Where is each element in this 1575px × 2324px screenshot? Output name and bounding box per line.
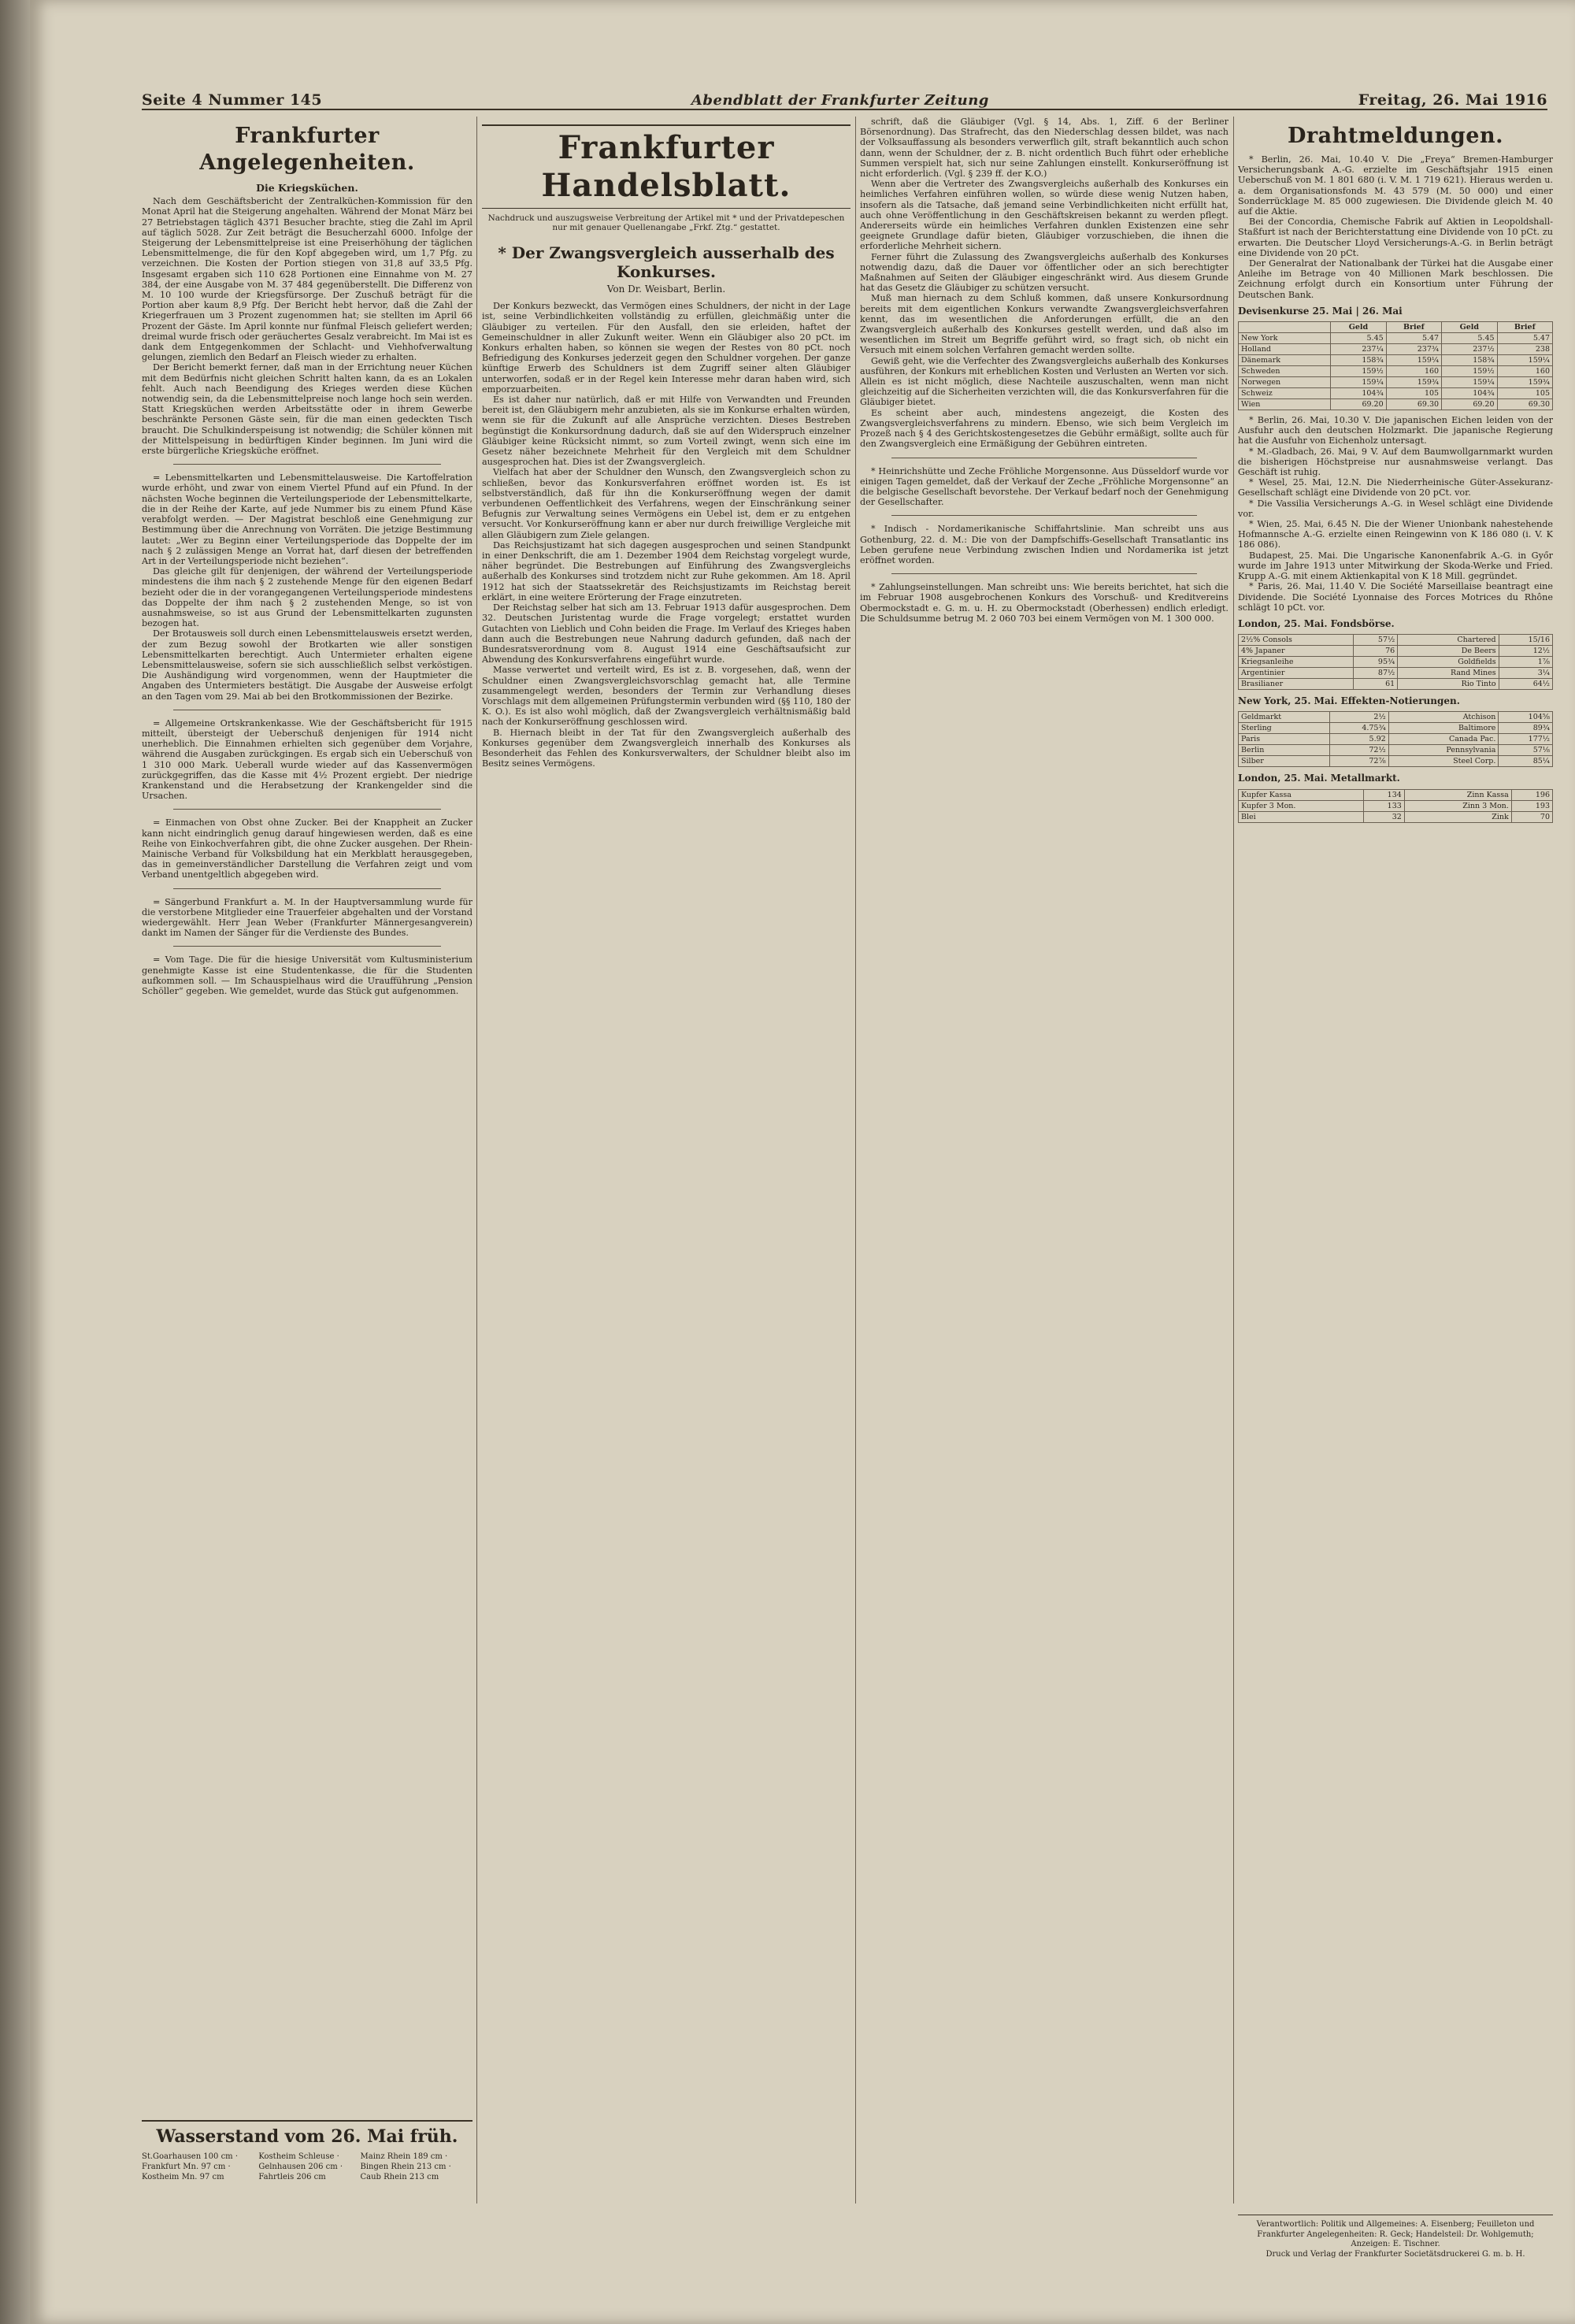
table-header-row: Geld Brief Geld Brief bbox=[1239, 322, 1553, 333]
paragraph: = Vom Tage. Die für die hiesige Universität vom Kultusministerium genehmigte Kasse ist eine Studentenkasse, die für die Studenten aufkommen soll. — Im Schauspielhaus wird die Uraufführung „Pension Schöller“ gegeben. Wie gemeldet, wurde das Stück gut aufgenommen. bbox=[142, 954, 472, 997]
table-row: Schweden 159½ 160 159½ 160 bbox=[1239, 366, 1553, 377]
market-table-title: New York, 25. Mai. Effekten-Notierungen. bbox=[1238, 695, 1460, 707]
metal-market-table bbox=[1238, 789, 1553, 823]
paragraph: Muß man hiernach zu dem Schluß kommen, daß unsere Konkursordnung bereits mit dem eigentlichen Konkurs verwandte Zwangsvergleichsverfahren kennt, das im wesentlichen die Anforderungen erfüllt, die an den Zwangsvergleich außerhalb des Konkurses gestellt werden, und daß also im wesentlichen im Streit um Begriffe geführt wird, so fragt sich, ob nicht ein Versuch mit einem solchen Verfahren gemacht werden sollte. bbox=[860, 293, 1228, 356]
notice: * Indisch - Nordamerikanische Schiffahrtslinie. Man schreibt uns aus Gothenburg, 22. d. M.: Die von der Dampfschiffs-Gesellschaft Transatlantic ins Leben gerufene neue Verbindung zwischen Indien und Nordamerika ist jetzt eröffnet worden. bbox=[860, 524, 1228, 565]
article-subtitle: Die Kriegsküchen. bbox=[256, 182, 358, 194]
paragraph: * Berlin, 26. Mai, 10.30 V. Die japanischen Eichen leiden von der Ausfuhr auch den deutschen Holzmarkt. Die japanische Regierung hat die Ausfuhr von Eichenholz untersagt. bbox=[1238, 415, 1553, 447]
paragraph: Der Bericht bemerkt ferner, daß man in der Errichtung neuer Küchen mit dem Bedürfnis nicht gleichen Schritt halten kann, da es an Lokalen fehlt. Auch nach Beendigung des Krieges werden diese Küchen notwendig sein, da die Lebensmittelpreise noch lange hoch sein werden. Statt Kriegsküchen werden Arbeitsstätte oder in ihrem Gewerbe beschränkte Personen Gäste sein, für die man einen gedeckten Tisch braucht. Die Schulkinderspeisung ist notwendig; die Schüler können mit der Mittelspeisung in bedürftigen Kinder beginnen. Im Juni wird die erste bürgerliche Kriegsküche eröffnet. bbox=[142, 362, 472, 457]
paragraph: Der Reichstag selber hat sich am 13. Februar 1913 dafür ausgesprochen. Dem 32. Deutschen Juristentag wurde die Frage vorgelegt; erstattet wurden Gutachten von Lieblich und Cohn beiden die Frage. Im Verlauf des Krieges haben dann auch die Bestrebungen neue Nahrung dadurch gefunden, daß nach der Bundesratsverordnung vom 8. August 1914 eine Geschäftsaufsicht zur Abwendung des Konkursverfahrens eingeführt wurde. bbox=[482, 602, 850, 665]
paragraph: Es scheint aber auch, mindestens angezeigt, die Kosten des Zwangsvergleichsverfahrens zu mindern. Ebenso, wie sich beim Vergleich im Prozeß nach § 4 des Gerichtskostengesetzes die Gebühr ermäßigt, sollte auch für den Zwangsvergleich eine Ermäßigung der Gebühren eintreten. bbox=[860, 407, 1228, 450]
london-market-table bbox=[1238, 634, 1553, 690]
paragraph: B. Hiernach bleibt in der Tat für den Zwangsvergleich außerhalb des Konkurses gegenüber dem Zwangsvergleich innerhalb des Konkurses als Besonderheit das Fehlen des Konkursverwalters, der Schuldner bleibt also im Besitz seines Vermögens. bbox=[482, 727, 850, 769]
table-row: Kupfer Kassa 134 Zinn Kassa 196 bbox=[1239, 789, 1553, 800]
page-header bbox=[142, 85, 1547, 110]
paragraph: = Sängerbund Frankfurt a. M. In der Hauptversammlung wurde für die verstorbene Mitglieder eine Trauerfeier abgehalten und der Vorstand wiedergewählt. Herr Jean Weber (Frankfurter Männergesangverein) dankt im Namen der Sänger für die Verdienste des Bundes. bbox=[142, 896, 472, 939]
paragraph: Budapest, 25. Mai. Die Ungarische Kanonenfabrik A.-G. in Győr wurde im Jahre 1913 unter Mitwirkung der Skoda-Werke und Fried. Krupp A.-G. mit einem Aktienkapital von K 18 Mill. gegründet. bbox=[1238, 550, 1553, 582]
header-page-number: Seite 4 Nummer 145 bbox=[142, 91, 323, 109]
table-row: Brasilianer 61 Rio Tinto 64½ bbox=[1239, 679, 1553, 690]
water-level-entry: Mainz Rhein 189 cm · Bingen Rhein 213 cm · Caub Rhein 213 cm bbox=[360, 2152, 451, 2181]
column-local-news bbox=[142, 117, 472, 2205]
paragraph: Nach dem Geschäftsbericht der Zentralküchen-Kommission für den Monat April hat die Steigerung angehalten. Während der Monat März bei 27 Betriebstagen täglich 4371 Besucher brachte, stieg die Zahl im April auf täglich 5028. Zur Zeit beträgt die Besucherzahl 6000. Infolge der Steigerung der Lebensmittelpreise ist eine Preiserhöhung der täglichen Lebensmittelmenge, die für den Kopf abgegeben wird, um 1,7 Pfg. zu verzeichnen. Die Kosten der Portion stiegen von 31,8 auf 33,5 Pfg. Insgesamt ergaben sich 110 628 Portionen eine Einnahme von M. 27 384, der eine Ausgabe von M. 37 484 gegenüberstellt. Die Differenz von M. 10 100 wurde der Kriegsfürsorge. Der Zuschuß beträgt für die Portion aber kaum 8,9 Pfg. Der Bericht hebt hervor, daß die Zahl der Kriegerfrauen um 3 Prozent zugenommen hat; sie stellten im April 66 Prozent der Gäste. Im April konnte nur fünfmal Fleisch geliefert werden; dreimal wurde frisch oder geräuchertes Gesalz verabreicht. Im Mai ist es dank dem Entgegenkommen der Schlacht- und Viehhofverwaltung gelungen, ziemlich den Bedarf an Fleisch wieder zu erhalten. bbox=[142, 196, 472, 363]
table-row: Berlin 72½ Pennsylvania 57⅛ bbox=[1239, 745, 1553, 756]
notice: * Heinrichshütte und Zeche Fröhliche Morgensonne. Aus Düsseldorf wurde vor einigen Tagen gemeldet, daß der Verkauf der Zeche „Fröhliche Morgensonne“ an die belgische Gesellschaft bevorstehe. Der Verkauf bedarf noch der Genehmigung der Gesellschafter. bbox=[860, 465, 1228, 508]
table-row: Silber 72⅞ Steel Corp. 85¼ bbox=[1239, 756, 1553, 767]
table-row: Blei 32 Zink 70 bbox=[1239, 811, 1553, 822]
newyork-market-table bbox=[1238, 711, 1553, 767]
divider bbox=[173, 946, 441, 947]
table-row: Holland 237¼ 237¾ 237½ 238 bbox=[1239, 344, 1553, 355]
exchange-table-title: Devisenkurse 25. Mai | 26. Mai bbox=[1238, 305, 1403, 317]
column-commerce bbox=[482, 117, 850, 2164]
table-row: Paris 5.92 Canada Pac. 177½ bbox=[1239, 734, 1553, 745]
paragraph: Das gleiche gilt für denjenigen, der während der Verteilungsperiode mindestens die ihm nach § 2 zustehende Menge für den eigenen Bedarf bezieht oder die in der vorangegangenen Verteilungsperiode mindestens das Doppelte der ihm nach § 2 zustehenden Menge, so ist von ausnahmsweise, so ist aus Grund der Lebensmittelkarten zugunsten bezogen hat. bbox=[142, 566, 472, 629]
table-row: Kriegsanleihe 95¾ Goldfields 1⅞ bbox=[1239, 657, 1553, 668]
imprint-footer bbox=[1238, 2215, 1553, 2259]
paragraph: * Paris, 26. Mai, 11.40 V. Die Société Marseillaise beantragt eine Dividende. Die Société Lyonnaise des Forces Motrices du Rhône schlägt 10 pCt. vor. bbox=[1238, 581, 1553, 613]
paragraph: * Die Vassilia Versicherungs A.-G. in Wesel schlägt eine Dividende vor. bbox=[1238, 498, 1553, 519]
section-title: Frankfurter Handelsblatt. bbox=[482, 124, 850, 209]
article-title: * Der Zwangsvergleich ausserhalb des Konkurses. bbox=[498, 243, 835, 281]
column-rule bbox=[476, 117, 477, 2204]
table-row: New York 5.45 5.47 5.45 5.47 bbox=[1239, 333, 1553, 344]
header-newspaper-name: Abendblatt der Frankfurter Zeitung bbox=[691, 92, 989, 109]
table-row: Argentinier 87½ Rand Mines 3¼ bbox=[1239, 668, 1553, 679]
header-date: Freitag, 26. Mai 1916 bbox=[1358, 91, 1547, 109]
divider bbox=[891, 573, 1197, 574]
imprint-publisher: Druck und Verlag der Frankfurter Societätsdruckerei G. m. b. H. bbox=[1266, 2249, 1525, 2259]
paragraph: Der Konkurs bezweckt, das Vermögen eines Schuldners, der nicht in der Lage ist, seine Verbindlichkeiten vollständig zu erfüllen, gleichmäßig unter die Gläubiger zu verteilen. Für den Ausfall, den sie erleiden, haftet der Gemeinschuldner in aller Zukunft weiter. Wenn ein Gläubiger also 20 pCt. im Konkurs erhalten haben, so können sie wegen der Restes von 80 pCt. noch Befriedigung des Konkurses jederzeit gegen den Schuldner vorgehen. Der ganze künftige Erwerb des Schuldners ist dem Zugriff seiner alten Gläubiger unterworfen, sodaß er in der Regel kein Interesse mehr daran haben wird, sich emporzuarbeiten. bbox=[482, 301, 850, 395]
article-author: Von Dr. Weisbart, Berlin. bbox=[606, 284, 726, 295]
section-title: Drahtmeldungen. bbox=[1288, 124, 1503, 148]
water-level-entry: Kostheim Schleuse · Gelnhausen 206 cm · Fahrtleis 206 cm bbox=[258, 2152, 343, 2181]
water-level-box bbox=[142, 2120, 472, 2182]
paragraph: * M.-Gladbach, 26. Mai, 9 V. Auf dem Baumwollgarnmarkt wurden die bisherigen Höchstpreise nur ausnahmsweise verlangt. Das Geschäft ist ruhig. bbox=[1238, 446, 1553, 478]
table-row: Schweiz 104¾ 105 104¾ 105 bbox=[1239, 388, 1553, 399]
table-row: Kupfer 3 Mon. 133 Zinn 3 Mon. 193 bbox=[1239, 800, 1553, 811]
paragraph: Masse verwertet und verteilt wird, Es ist z. B. vorgesehen, daß, wenn der Schuldner einen Zwangsvergleichsvorschlag gemacht hat, alle Termine zusammengelegt werden, besonders der Termin zur Verhandlung dieses Vorschlags mit dem allgemeinen Prüfungstermin verbunden wird (§§ 110, 180 der K. O.). Es ist also wohl möglich, daß der Zwangsvergleich verhältnismäßig bald nach der Konkurseröffnung geschlossen wird. bbox=[482, 665, 850, 728]
paragraph: Wenn aber die Vertreter des Zwangsvergleichs außerhalb des Konkurses ein heimliches Verfahren einführen wollen, so würde diese wenig Nutzen haben, insofern als die Tatsache, daß jemand seine Verbindlichkeiten nicht erfüllt hat, auch ohne Veröffentlichung in den Geschäftskreisen bekannt zu werden pflegt. Andererseits würde ein heimliches Verfahren dunklen Existenzen eine sehr geeignete Grundlage dafür bieten, Gläubiger vorzuschieben, die ihnen die erforderliche Mehrheit sichern. bbox=[860, 179, 1228, 252]
reprint-note: Nachdruck und auszugsweise Verbreitung der Artikel mit * und der Privatdepeschen nur mit genauer Quellenangabe „Frkf. Ztg.“ gestattet. bbox=[487, 213, 845, 232]
paragraph: Vielfach hat aber der Schuldner den Wunsch, den Zwangsvergleich schon zu schließen, bevor das Konkursverfahren eröffnet worden ist. Es ist selbstverständlich, daß für ihn die Konkurseröffnung wegen der damit verbundenen Oeffentlichkeit des Verfahrens, wegen der Einschränkung seiner Befugnis zur Verwaltung seines Vermögens ein Uebel ist, dem er zu entgehen versucht. Vor Konkurseröffnung kann er aber nur durch freiwillige Vergleiche mit allen Gläubigern zum Ziele gelangen. bbox=[482, 467, 850, 540]
water-level-grid bbox=[142, 2152, 472, 2182]
table-row: 2½% Consols 57½ Chartered 15/16 bbox=[1239, 635, 1553, 646]
divider bbox=[891, 515, 1197, 516]
paragraph: * Wien, 25. Mai, 6.45 N. Die der Wiener Unionbank nahestehende Hofmannsche A.-G. erzielte einen Reingewinn von K 186 080 (i. V. K 186 086). bbox=[1238, 519, 1553, 550]
paragraph: = Einmachen von Obst ohne Zucker. Bei der Knappheit an Zucker kann nicht eindringlich genug darauf hingewiesen werden, daß es eine Reihe von Einkochverfahren gibt, die ohne Zucker ausgehen. Der Rhein-Mainische Verband für Volksbildung hat ein Merkblatt herausgegeben, das in gemeinverständlicher Darstellung die Verfahren zeigt und vom Verband unentgeltlich abgegeben wird. bbox=[142, 817, 472, 880]
column-commerce-continued bbox=[860, 117, 1228, 2180]
divider bbox=[173, 809, 441, 810]
divider bbox=[173, 888, 441, 889]
divider bbox=[173, 464, 441, 465]
paragraph: Das Reichsjustizamt hat sich dagegen ausgesprochen und seinen Standpunkt in einer Denkschrift, die am 1. Dezember 1904 dem Reichstag vorgelegt wurde, näher begründet. Die Bestrebungen auf Einführung des Zwangsvergleichs außerhalb des Konkurses sind trotzdem nicht zur Ruhe gekommen. Am 18. April 1912 hat sich der Staatssekretär des Reichsjustizamts im Reichstag bereit erklärt, in eine weitere Erörterung der Frage einzutreten. bbox=[482, 539, 850, 602]
book-binding bbox=[0, 0, 30, 2324]
table-row: 4% Japaner 76 De Beers 12½ bbox=[1239, 646, 1553, 657]
notice: * Zahlungseinstellungen. Man schreibt uns: Wie bereits berichtet, hat sich die im Februar 1908 ausgebrochenen Konkurs des Vorschuß- und Kreditvereins Obermockstadt e. G. m. u. H. zu Obermockstadt (Oberhessen) endlich erledigt. Die Schuldsumme betrug M. 2 060 703 bei einem Vermögen von M. 1 300 000. bbox=[860, 582, 1228, 624]
water-level-entry: St.Goarhausen 100 cm · Frankfurt Mn. 97 cm · Kostheim Mn. 97 cm bbox=[142, 2152, 239, 2181]
section-title: Frankfurter Angelegenheiten. bbox=[199, 124, 415, 175]
table-row: Dänemark 158¾ 159¼ 158¾ 159¼ bbox=[1239, 355, 1553, 366]
market-table-title: London, 25. Mai. Metallmarkt. bbox=[1238, 773, 1400, 784]
imprint-editors: Verantwortlich: Politik und Allgemeines: A. Eisenberg; Feuilleton und Frankfurter Angelegenheiten: R. Geck; Handelsteil: Dr. Wohlgemuth; Anzeigen: E. Tischner. bbox=[1256, 2220, 1535, 2248]
paragraph: Es ist daher nur natürlich, daß er mit Hilfe von Verwandten und Freunden bereit ist, den Gläubigern mehr anzubieten, als sie im Konkurse erhalten würden, wenn sie für die Zukunft auf alle Ansprüche verzichten. Dieses Bestreben begünstigt die Konkursordnung dadurch, daß sie auf den Widerspruch einzelner Gläubiger keine Rücksicht nimmt, so zum Vorteil zwingt, wenn sich eine im Gesetz näher bezeichnete Mehrheit für den Vergleich mit dem Schuldner ausgesprochen hat. Dies ist der Zwangsvergleich. bbox=[482, 395, 850, 468]
table-row: Geldmarkt 2½ Atchison 104⅝ bbox=[1239, 712, 1553, 723]
paragraph: Bei der Concordia, Chemische Fabrik auf Aktien in Leopoldshall-Staßfurt ist nach der Berichterstattung eine Dividende von 10 pCt. zu erwarten. Die Deutscher Lloyd Versicherungs-A.-G. in Berlin beträgt eine Dividende von 20 pCt. bbox=[1238, 217, 1553, 258]
column-rule bbox=[855, 117, 856, 2204]
exchange-rate-table bbox=[1238, 321, 1553, 410]
paragraph: Der Generalrat der Nationalbank der Türkei hat die Ausgabe einer Anleihe im Betrage von 40 Millionen Mark beschlossen. Die Zeichnung erfolgt durch ein Konsortium unter Führung der Deutschen Bank. bbox=[1238, 258, 1553, 300]
water-level-title: Wasserstand vom 26. Mai früh. bbox=[156, 2126, 458, 2147]
paragraph: Gewiß geht, wie die Verfechter des Zwangsvergleichs außerhalb des Konkurses ausführen, der Konkurs mit erheblichen Kosten und Verlusten an Werten vor sich. Allein es ist nicht möglich, diese Nachteile auszuschalten, wenn man nicht gleichzeitig auf die Sicherheiten verzichten will, die das Konkursverfahren für die Gläubiger bietet. bbox=[860, 355, 1228, 408]
paragraph: schrift, daß die Gläubiger (Vgl. § 14, Abs. 1, Ziff. 6 der Berliner Börsenordnung). Das Strafrecht, das den Niederschlag dessen bildet, was nach der Volksauffassung als besonders verwerflich gilt, straft bekanntlich auch schon dann, wenn der Schuldner, der z. B. nicht ordentlich Buch führt oder erhebliche Summen verspielt hat, sich nur seine Zahlungen einstellt. Konkurseröffnung ist nicht erforderlich. (Vgl. § 239 ff. der K.O.) bbox=[860, 117, 1228, 180]
paragraph: Der Brotausweis soll durch einen Lebensmittelausweis ersetzt werden, der zum Bezug sowohl der Brotkarten wie aller sonstigen Lebensmittelkarten berechtigt. Auch Untermieter erhalten eigene Lebensmittelausweise, sofern sie sich ausschließlich selbst verköstigen. Die Aushändigung wird vorgenommen, wenn der Hauptmieter die Angaben des Untermieters bestätigt. Die Ausgabe der Ausweise erfolgt an den Tagen vom 29. Mai ab bei den Brotkommissionen der Bezirke. bbox=[142, 628, 472, 702]
paragraph: * Wesel, 25. Mai, 12.N. Die Niederrheinische Güter-Assekuranz-Gesellschaft schlägt eine Dividende von 20 pCt. vor. bbox=[1238, 477, 1553, 499]
table-row: Sterling 4.75¾ Baltimore 89¾ bbox=[1239, 723, 1553, 734]
paragraph: Ferner führt die Zulassung des Zwangsvergleichs außerhalb des Konkurses notwendig dazu, daß die Dauer vor öffentlicher oder an sich berechtigter Maßnahmen auf Seiten der Gläubiger eingeschränkt wird. Aus diesem Grunde hat das Gesetz die Gläubiger zu schützen versucht. bbox=[860, 251, 1228, 294]
column-wire-reports bbox=[1238, 117, 1553, 2180]
table-row: Norwegen 159¼ 159¾ 159¼ 159¾ bbox=[1239, 377, 1553, 388]
market-table-title: London, 25. Mai. Fondsbörse. bbox=[1238, 617, 1395, 629]
column-rule bbox=[1233, 117, 1234, 2204]
paragraph: = Allgemeine Ortskrankenkasse. Wie der Geschäftsbericht für 1915 mitteilt, übersteigt der Ueberschuß denjenigen für 1914 nicht unerheblich. Die Einnahmen erhielten sich gegenüber dem Vorjahre, während die Ausgaben zurückgingen. Es ergab sich ein Ueberschuß von 1 310 000 Mark. Ueberall wurde wieder auf das Kassenvermögen zurückgegriffen, das die Kasse mit 4½ Prozent ergiebt. Der niedrige Krankenstand und die Herabsetzung der Krankengelder sind die Ursachen. bbox=[142, 717, 472, 802]
paragraph: = Lebensmittelkarten und Lebensmittelausweise. Die Kartoffelration wurde erhöht, und zwar von einem Viertel Pfund auf ein Pfund. In der nächsten Woche beginnen die Verteilungsperiode der Lebensmittelkarte, die in der Reihe der Karte, auf jede Nummer bis zu einem Pfund Käse verabfolgt werden. — Der Magistrat beschloß eine Genehmigung zur Bestimmung über die Anrechnung von Vorräten. Die jetzige Bestimmung lautet: „Wer zu Beginn einer Verteilungsperiode das Doppelte der im nach § 2 zulässigen Menge an Vorrat hat, darf diesen der betreffenden Art in der Verteilungsperiode nicht beziehen“. bbox=[142, 473, 472, 566]
table-row: Wien 69.20 69.30 69.20 69.30 bbox=[1239, 399, 1553, 410]
paragraph: * Berlin, 26. Mai, 10.40 V. Die „Freya“ Bremen-Hamburger Versicherungsbank A.-G. erzielte im Geschäftsjahr 1915 einen Ueberschuß von M. 1 801 680 (i. V. M. 1 719 621). Hieraus werden u. a. dem Organisationsfonds M. 43 579 (M. 50 000) und einer Sonderrücklage M. 85 000 zugewiesen. Die Dividende gleich M. 40 auf die Aktie. bbox=[1238, 154, 1553, 217]
